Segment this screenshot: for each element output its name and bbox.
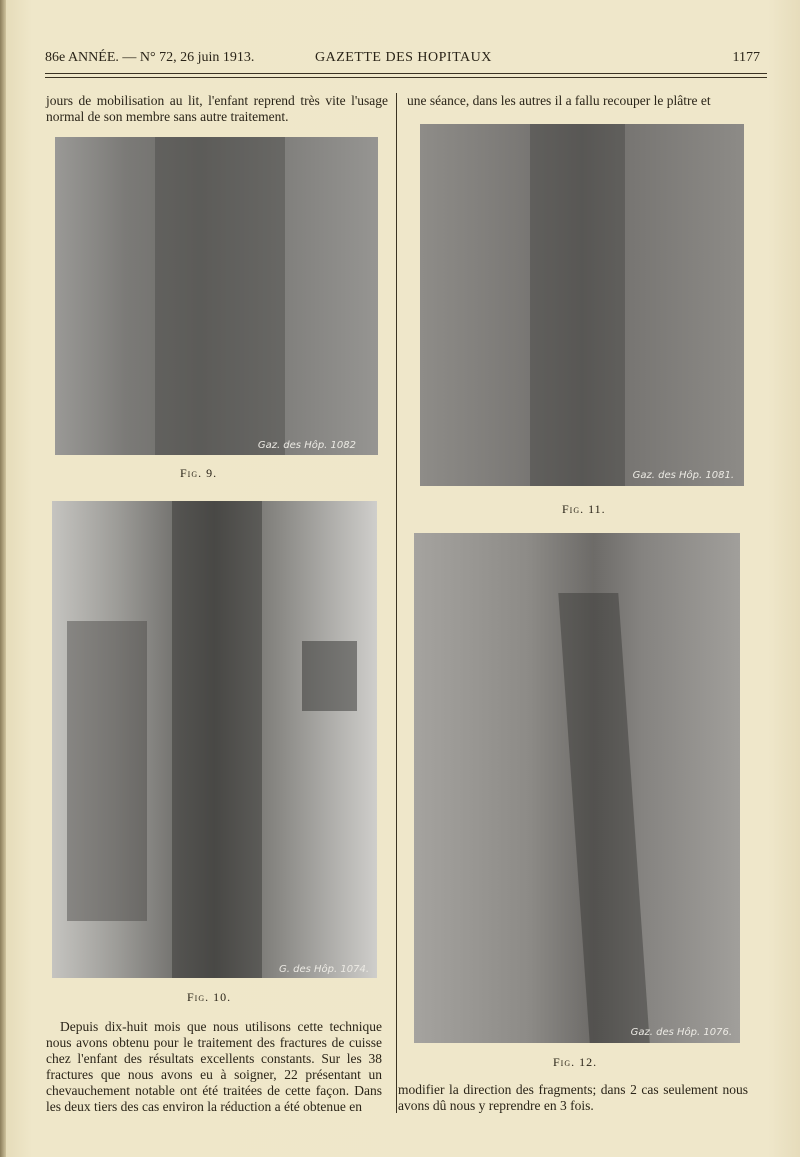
femur-shadow xyxy=(155,137,285,455)
column-divider xyxy=(396,93,397,1113)
femur-shadow xyxy=(530,124,625,486)
right-column-top-text: une séance, dans les autres il a fallu recouper le plâtre et xyxy=(407,93,711,108)
figure-10-plate-stamp: G. des Hôp. 1074. xyxy=(279,964,369,975)
issue-info: 86e ANNÉE. — N° 72, 26 juin 1913. xyxy=(45,50,255,65)
journal-title: GAZETTE DES HOPITAUX xyxy=(315,50,492,65)
figure-9-plate-stamp: Gaz. des Hôp. 1082 xyxy=(257,440,356,451)
femur-shadow xyxy=(172,501,262,978)
figure-10-radiograph xyxy=(52,501,377,978)
header-rule-double xyxy=(45,77,767,78)
figure-11-plate-stamp: Gaz. des Hôp. 1081. xyxy=(632,470,734,481)
page-number: 1177 xyxy=(732,50,760,65)
figure-12-plate-stamp: Gaz. des Hôp. 1076. xyxy=(630,1027,732,1038)
figure-10-caption: Fig. 10. xyxy=(187,990,232,1004)
plaster-cast-band xyxy=(302,641,357,711)
figure-11-caption: Fig. 11. xyxy=(562,502,606,516)
running-head xyxy=(45,50,760,70)
figure-12-caption: Fig. 12. xyxy=(553,1055,598,1069)
figure-11-radiograph xyxy=(420,124,744,486)
plaster-cast-shadow xyxy=(67,621,147,921)
left-column-top-text: jours de mobilisation au lit, l'enfant reprend très vite l'usage normal de son membre sans autre traitement. xyxy=(46,93,388,124)
right-column-bottom-text: modifier la direction des fragments; dans 2 cas seulement nous avons dû nous y reprendre en 3 fois. xyxy=(398,1082,748,1113)
femur-shadow xyxy=(558,593,649,1043)
figure-9-radiograph xyxy=(55,137,378,455)
page-binding-edge xyxy=(0,0,6,1157)
left-column-bottom-text: Depuis dix-huit mois que nous utilisons cette technique nous avons obtenu pour le traitement des fractures de cuisse chez l'enfant des résultats excellents constants. Sur les 38 fractures que nous avons eu à soigner, 22 présentant un chevauchement notable ont été traitées de cette façon. Dans les deux tiers des cas environ la réduction a été obtenue en xyxy=(46,1019,382,1114)
figure-9-caption: Fig. 9. xyxy=(180,466,218,480)
figure-12-radiograph xyxy=(414,533,740,1043)
header-rule xyxy=(45,73,767,74)
